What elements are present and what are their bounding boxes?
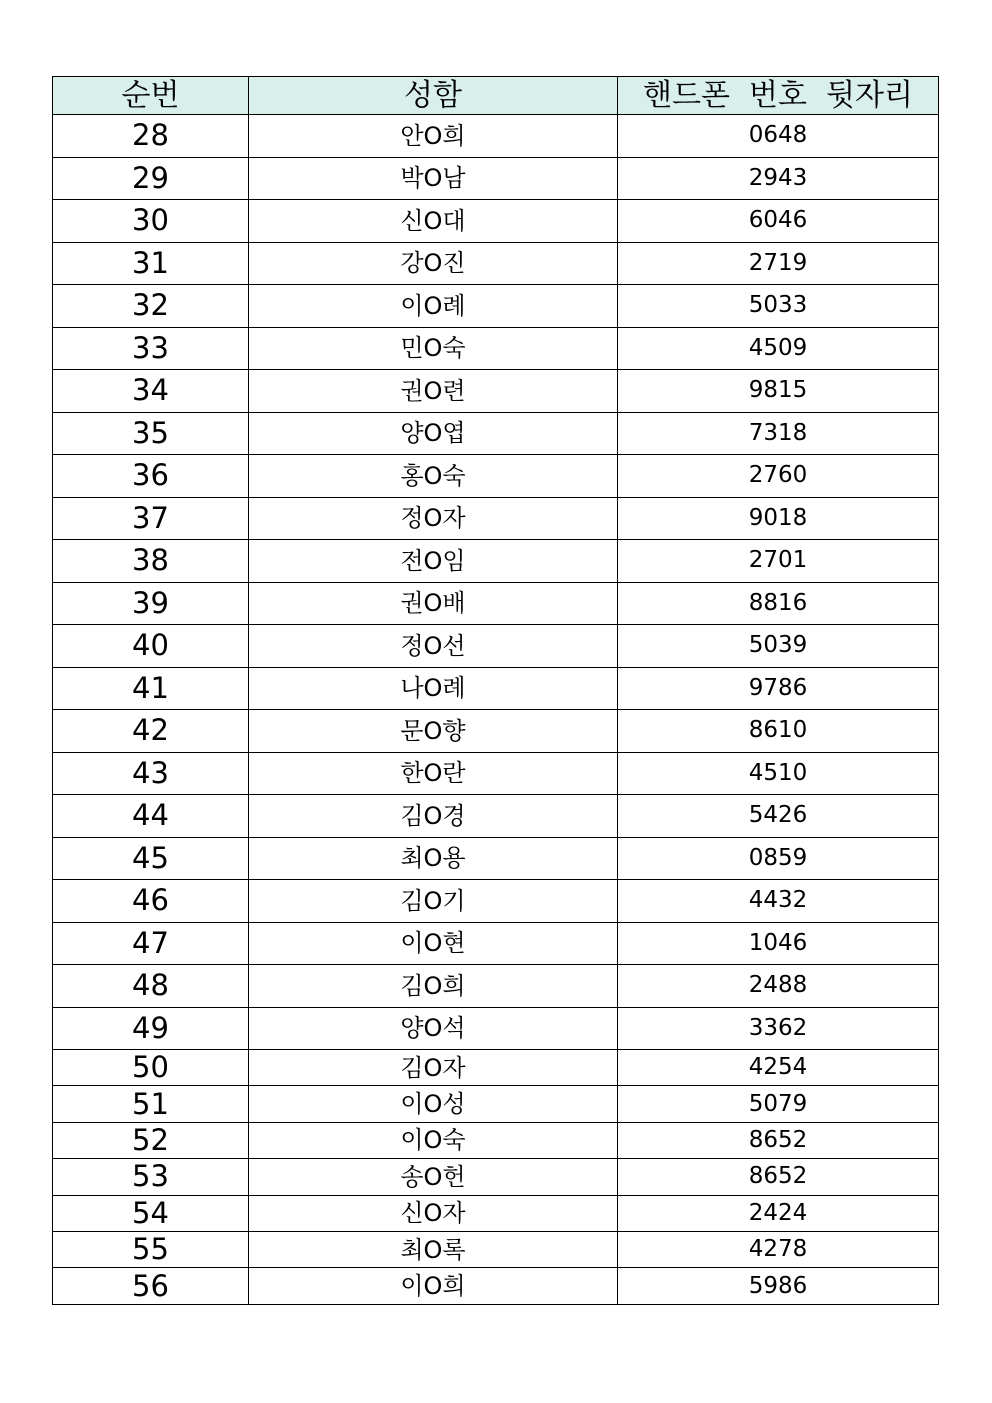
row-phone-cell: 9786 <box>618 667 939 710</box>
row-number-cell: 33 <box>53 327 249 370</box>
table-row <box>53 1268 939 1304</box>
row-phone-cell: 7318 <box>618 412 939 455</box>
table-row <box>53 922 939 965</box>
table-row <box>53 837 939 880</box>
table-row <box>53 115 939 158</box>
row-name-cell: 김O희 <box>249 965 618 1008</box>
row-phone-cell: 4432 <box>618 880 939 923</box>
row-number-cell: 35 <box>53 412 249 455</box>
row-phone-cell: 0648 <box>618 115 939 158</box>
row-name-cell: 안O희 <box>249 115 618 158</box>
row-number-cell: 28 <box>53 115 249 158</box>
table-row <box>53 625 939 668</box>
row-name-cell: 민O숙 <box>249 327 618 370</box>
row-name-cell: 최O용 <box>249 837 618 880</box>
row-number-cell: 44 <box>53 795 249 838</box>
row-number-cell: 39 <box>53 582 249 625</box>
row-phone-cell: 8610 <box>618 710 939 753</box>
row-number-cell: 41 <box>53 667 249 710</box>
table-row <box>53 200 939 243</box>
table-row <box>53 242 939 285</box>
table-row <box>53 412 939 455</box>
row-number-cell: 29 <box>53 157 249 200</box>
header-number: 순번 <box>53 77 249 115</box>
table-header <box>53 77 939 115</box>
row-number-cell: 45 <box>53 837 249 880</box>
row-phone-cell: 5039 <box>618 625 939 668</box>
table-row <box>53 285 939 328</box>
row-phone-cell: 1046 <box>618 922 939 965</box>
row-phone-cell: 4510 <box>618 752 939 795</box>
row-name-cell: 김O경 <box>249 795 618 838</box>
row-phone-cell: 5426 <box>618 795 939 838</box>
table-row <box>53 582 939 625</box>
row-number-cell: 37 <box>53 497 249 540</box>
row-number-cell: 51 <box>53 1086 249 1122</box>
row-number-cell: 50 <box>53 1050 249 1086</box>
table-row <box>53 370 939 413</box>
row-name-cell: 신O자 <box>249 1195 618 1231</box>
row-name-cell: 권O배 <box>249 582 618 625</box>
header-name: 성함 <box>249 77 618 115</box>
row-phone-cell: 3362 <box>618 1007 939 1050</box>
row-name-cell: 김O기 <box>249 880 618 923</box>
table-body <box>53 115 939 1305</box>
table-row <box>53 1086 939 1122</box>
row-number-cell: 52 <box>53 1122 249 1158</box>
row-name-cell: 정O선 <box>249 625 618 668</box>
row-number-cell: 32 <box>53 285 249 328</box>
row-number-cell: 36 <box>53 455 249 498</box>
table-row <box>53 667 939 710</box>
row-number-cell: 40 <box>53 625 249 668</box>
table-row <box>53 1007 939 1050</box>
row-phone-cell: 5079 <box>618 1086 939 1122</box>
table-row <box>53 1195 939 1231</box>
row-phone-cell: 6046 <box>618 200 939 243</box>
row-phone-cell: 4254 <box>618 1050 939 1086</box>
row-phone-cell: 2943 <box>618 157 939 200</box>
row-number-cell: 34 <box>53 370 249 413</box>
row-name-cell: 전O임 <box>249 540 618 583</box>
table-row <box>53 795 939 838</box>
participant-table <box>52 76 939 1305</box>
row-phone-cell: 5033 <box>618 285 939 328</box>
row-phone-cell: 9815 <box>618 370 939 413</box>
row-name-cell: 이O현 <box>249 922 618 965</box>
header-row <box>53 77 939 115</box>
row-phone-cell: 8652 <box>618 1159 939 1195</box>
row-name-cell: 나O례 <box>249 667 618 710</box>
table-row <box>53 157 939 200</box>
row-number-cell: 30 <box>53 200 249 243</box>
row-number-cell: 42 <box>53 710 249 753</box>
header-phone-suffix: 핸드폰 번호 뒷자리 <box>618 77 939 115</box>
row-name-cell: 양O석 <box>249 1007 618 1050</box>
row-name-cell: 한O란 <box>249 752 618 795</box>
table-row <box>53 455 939 498</box>
row-number-cell: 38 <box>53 540 249 583</box>
row-phone-cell: 5986 <box>618 1268 939 1304</box>
row-number-cell: 31 <box>53 242 249 285</box>
table-row <box>53 710 939 753</box>
table-row <box>53 1050 939 1086</box>
table-row <box>53 965 939 1008</box>
row-number-cell: 46 <box>53 880 249 923</box>
row-name-cell: 권O련 <box>249 370 618 413</box>
row-name-cell: 양O엽 <box>249 412 618 455</box>
row-phone-cell: 2701 <box>618 540 939 583</box>
row-name-cell: 문O향 <box>249 710 618 753</box>
table-row <box>53 880 939 923</box>
row-phone-cell: 8816 <box>618 582 939 625</box>
row-phone-cell: 9018 <box>618 497 939 540</box>
row-number-cell: 55 <box>53 1231 249 1267</box>
row-name-cell: 박O남 <box>249 157 618 200</box>
row-name-cell: 강O진 <box>249 242 618 285</box>
row-name-cell: 송O헌 <box>249 1159 618 1195</box>
table-row <box>53 497 939 540</box>
row-phone-cell: 2719 <box>618 242 939 285</box>
row-name-cell: 이O성 <box>249 1086 618 1122</box>
row-number-cell: 56 <box>53 1268 249 1304</box>
row-phone-cell: 0859 <box>618 837 939 880</box>
row-phone-cell: 2424 <box>618 1195 939 1231</box>
row-number-cell: 53 <box>53 1159 249 1195</box>
row-name-cell: 김O자 <box>249 1050 618 1086</box>
row-phone-cell: 4509 <box>618 327 939 370</box>
table-row <box>53 752 939 795</box>
table-row <box>53 1122 939 1158</box>
row-name-cell: 이O희 <box>249 1268 618 1304</box>
table-row <box>53 1231 939 1267</box>
row-phone-cell: 8652 <box>618 1122 939 1158</box>
row-name-cell: 신O대 <box>249 200 618 243</box>
row-name-cell: 최O록 <box>249 1231 618 1267</box>
row-name-cell: 정O자 <box>249 497 618 540</box>
row-phone-cell: 2760 <box>618 455 939 498</box>
table-row <box>53 327 939 370</box>
row-number-cell: 49 <box>53 1007 249 1050</box>
row-name-cell: 이O숙 <box>249 1122 618 1158</box>
row-number-cell: 43 <box>53 752 249 795</box>
row-number-cell: 47 <box>53 922 249 965</box>
row-name-cell: 홍O숙 <box>249 455 618 498</box>
row-phone-cell: 2488 <box>618 965 939 1008</box>
row-name-cell: 이O례 <box>249 285 618 328</box>
row-number-cell: 54 <box>53 1195 249 1231</box>
row-phone-cell: 4278 <box>618 1231 939 1267</box>
row-number-cell: 48 <box>53 965 249 1008</box>
table-row <box>53 540 939 583</box>
table-row <box>53 1159 939 1195</box>
